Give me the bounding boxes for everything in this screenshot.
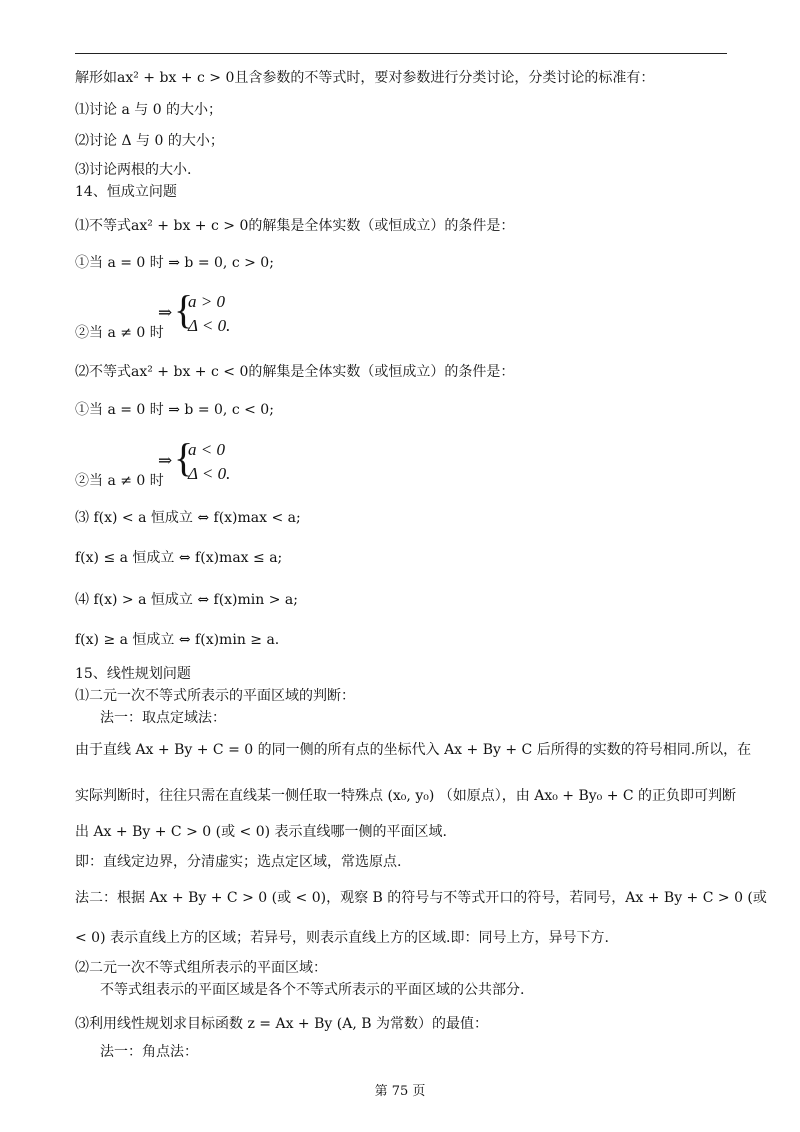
text-line: ⑴不等式ax² + bx + c > 0的解集是全体实数（或恒成立）的条件是： (75, 218, 515, 234)
text-line: ⑶讨论两根的大小. (75, 162, 192, 178)
formula-line: ①当 a = 0 时 ⇒ b = 0, c < 0; (75, 402, 274, 418)
text-line: ⑴二元一次不等式所表示的平面区域的判断： (75, 688, 355, 704)
text-line: ⑵二元一次不等式组所表示的平面区域： (75, 960, 327, 976)
text-line: 实际判断时，往往只需在直线某一侧任取一特殊点 (x₀, y₀) （如原点），由 Ax₀ + By₀ + C 的正负即可判断 (75, 788, 737, 804)
formula-line: Δ < 0. (188, 316, 231, 335)
text-line: ⑵不等式ax² + bx + c < 0的解集是全体实数（或恒成立）的条件是： (75, 364, 515, 380)
formula-line: ⑷ f(x) > a 恒成立 ⇔ f(x)min > a; (75, 592, 298, 608)
formula-line: f(x) ≤ a 恒成立 ⇔ f(x)max ≤ a; (75, 550, 283, 566)
text-line: ⑴讨论 a 与 0 的大小； (75, 102, 223, 118)
text-line: 法一：取点定域法： (100, 710, 226, 726)
section-heading: 15、线性规划问题 (75, 666, 191, 682)
formula-line: ①当 a = 0 时 ⇒ b = 0, c > 0; (75, 255, 274, 271)
text-line: 法二：根据 Ax + By + C > 0 (或 < 0)，观察 B 的符号与不等式开口的符号，若同号，Ax + By + C > 0 (或 (75, 890, 767, 906)
text-line: 由于直线 Ax + By + C = 0 的同一侧的所有点的坐标代入 Ax + By + C 后所得的实数的符号相同.所以，在 (75, 742, 752, 758)
header-rule (75, 53, 727, 54)
text-line: 不等式组表示的平面区域是各个不等式所表示的平面区域的公共部分. (100, 982, 525, 998)
formula-line: a < 0 (188, 440, 225, 459)
formula-line: a > 0 (188, 292, 225, 311)
text-line: 出 Ax + By + C > 0 (或 < 0) 表示直线哪一侧的平面区域. (75, 824, 447, 840)
formula-line: ②当 a ≠ 0 时 (75, 473, 164, 489)
section-heading: 14、恒成立问题 (75, 184, 177, 200)
text-line: ⑵讨论 Δ 与 0 的大小； (75, 133, 224, 149)
text-line: ⑶利用线性规划求目标函数 z = Ax + By (A, B 为常数）的最值： (75, 1016, 488, 1032)
text-line: < 0) 表示直线上方的区域；若异号，则表示直线上方的区域.即：同号上方，异号下方. (75, 930, 609, 946)
left-brace: { (174, 435, 194, 480)
text-line: 解形如ax² + bx + c > 0且含参数的不等式时，要对参数进行分类讨论，分类讨论的标准有： (75, 70, 655, 86)
formula-line: ②当 a ≠ 0 时 (75, 325, 164, 341)
formula-line: ⑶ f(x) < a 恒成立 ⇔ f(x)max < a; (75, 510, 301, 526)
text-line: 法一：角点法： (100, 1044, 198, 1060)
implies-symbol: ⇒ (158, 451, 173, 471)
text-line: 即：直线定边界，分清虚实；选点定区域，常选原点. (75, 854, 402, 870)
page-number: 第 75 页 (374, 1084, 426, 1099)
implies-symbol: ⇒ (158, 303, 173, 323)
formula-line: f(x) ≥ a 恒成立 ⇔ f(x)min ≥ a. (75, 632, 280, 648)
left-brace: { (174, 287, 194, 332)
formula-line: Δ < 0. (188, 464, 231, 483)
